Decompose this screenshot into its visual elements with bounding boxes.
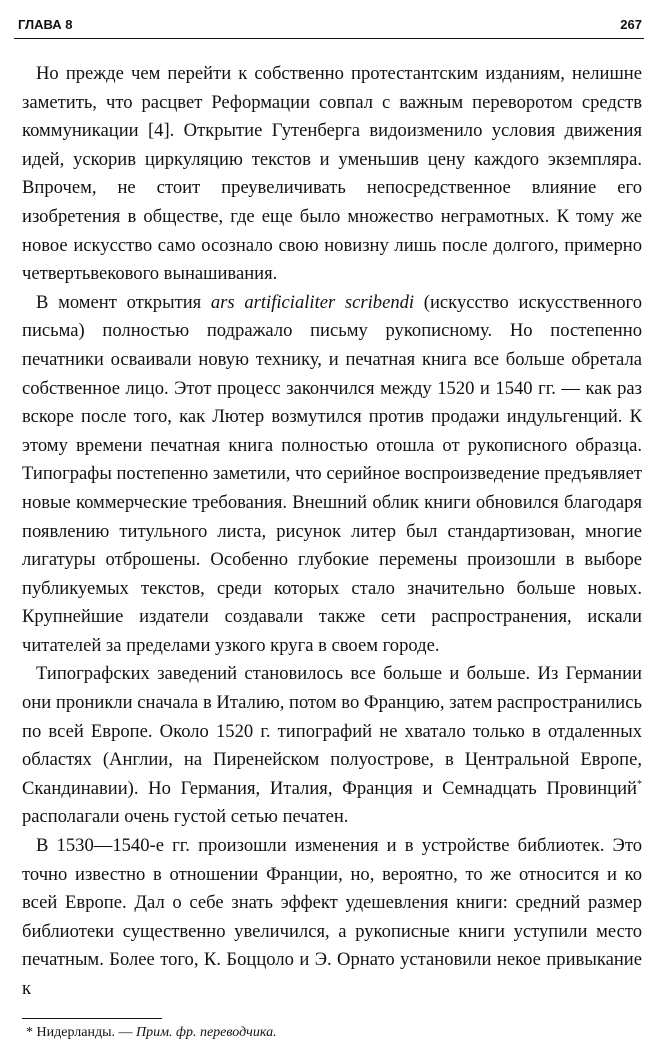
footnote-rule <box>22 1018 162 1019</box>
body-text <box>22 60 642 1004</box>
footnote-mark: * <box>26 1025 33 1040</box>
footnote-reference-mark: * <box>637 778 642 790</box>
chapter-title: ГЛАВА 8 <box>18 16 73 32</box>
footnote-text: Нидерланды. — <box>33 1025 136 1040</box>
paragraph-3-text-start: Типографских заведений становилось все больше и больше. Из Германии они проникли сначала в Италию, потом во Францию, затем распространились по всей Европе. Около 1520 г. типографий не хватало только в отдаленных областях (Англии, на Пиренейском полуострове, в Центральной Европе, Скандинавии). Но Германия, Италия, Франция и Семнадцать Провинций <box>22 663 642 799</box>
paragraph-4: В 1530—1540-е гг. произошли изменения и в устройстве библиотек. Это точно известно в отношении Франции, но, вероятно, то же относится и ко всей Европе. Дал о себе знать эффект удешевления книги: средний размер библиотеки существенно увеличился, а рукописные книги уступили место печатным. Более того, К. Боццоло и Э. Орнато установили некое привыкание к <box>22 835 642 999</box>
footnote-attribution: Прим. фр. переводчика. <box>135 1025 277 1040</box>
paragraph-2-text-end: (искусство искусственного письма) полностью подражало письму рукописному. Но постепенно печатники осваивали новую технику, и печатная книга все больше обретала собственное лицо. Этот процесс закончился между 1520 и 1540 гг. — как раз вскоре после того, как Лютер возмутился против продажи индульгенций. К этому времени печатная книга полностью отошла от рукописного образца. Типографы постепенно заметили, что серийное воспроизведение предъявляет новые коммерческие требования. Внешний облик книги обновился благодаря появлению титульного листа, рисунок литер был стандартизован, многие лигатуры отброшены. Особенно глубокие перемены произошли в выборе публикуемых текстов, среди которых стало значительно больше новых. Крупнейшие издатели создавали также сети распространения, искали читателей за пределами узкого круга в своем городе. <box>22 291 642 656</box>
paragraph-2-text-start: В момент открытия <box>36 291 211 313</box>
paragraph-2 <box>22 289 642 661</box>
footnote <box>26 1024 277 1042</box>
running-head <box>18 14 642 34</box>
paragraph-1: Но прежде чем перейти к собственно протестантским изданиям, нелишне заметить, что расцвет Реформации совпал с важным переворотом средств коммуникации [4]. Открытие Гутенберга видоизменило условия движения идей, ускорив циркуляцию текстов и уменьшив цену каждого экземпляра. Впрочем, не стоит преувеличивать непосредственное влияние его изобретения в обществе, где еще было множество неграмотных. К тому же новое искусство само осознало свою новизну лишь после долгого, примерно четвертьвекового вынашивания. <box>22 63 642 285</box>
header-rule <box>14 38 644 39</box>
paragraph-3-text-end: располагали очень густой сетью печатен. <box>22 806 349 828</box>
latin-phrase: ars artificialiter scribendi <box>210 291 415 313</box>
paragraph-3 <box>22 660 642 832</box>
page-number: 267 <box>620 16 642 32</box>
